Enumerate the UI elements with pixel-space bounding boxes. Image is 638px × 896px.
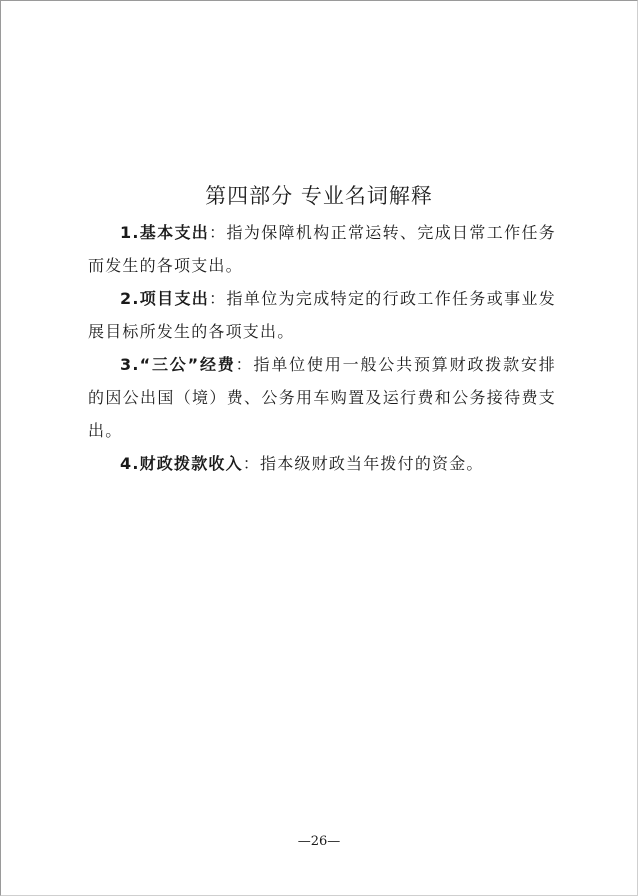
definition-term: 2.项目支出 <box>120 289 210 308</box>
definition-separator: ： <box>235 355 254 374</box>
definitions-list <box>88 216 556 480</box>
section-title: 第四部分 专业名词解释 <box>205 184 433 208</box>
definition-text: 指单位使用一般公共预算财政拨款安排的因公出国（境）费、公务用车购置及运行费和公务接待费支出。 <box>88 355 557 440</box>
definition-text: 指本级财政当年拨付的资金。 <box>260 454 484 473</box>
definition-term: 1.基本支出 <box>120 223 210 242</box>
definition-item <box>88 447 556 480</box>
definition-item <box>88 348 556 447</box>
definition-item <box>88 216 556 282</box>
definition-item <box>88 282 556 348</box>
definition-text: 指为保障机构正常运转、完成日常工作任务而发生的各项支出。 <box>88 223 556 275</box>
page-number: —26— <box>297 834 341 849</box>
definition-separator: ： <box>242 454 261 473</box>
definition-separator: ： <box>209 223 227 242</box>
definition-separator: ： <box>209 289 227 308</box>
definition-term: 4.财政拨款收入 <box>120 454 243 473</box>
definition-text: 指单位为完成特定的行政工作任务或事业发展目标所发生的各项支出。 <box>88 289 556 341</box>
definition-term: 3.“三公”经费 <box>120 355 236 374</box>
